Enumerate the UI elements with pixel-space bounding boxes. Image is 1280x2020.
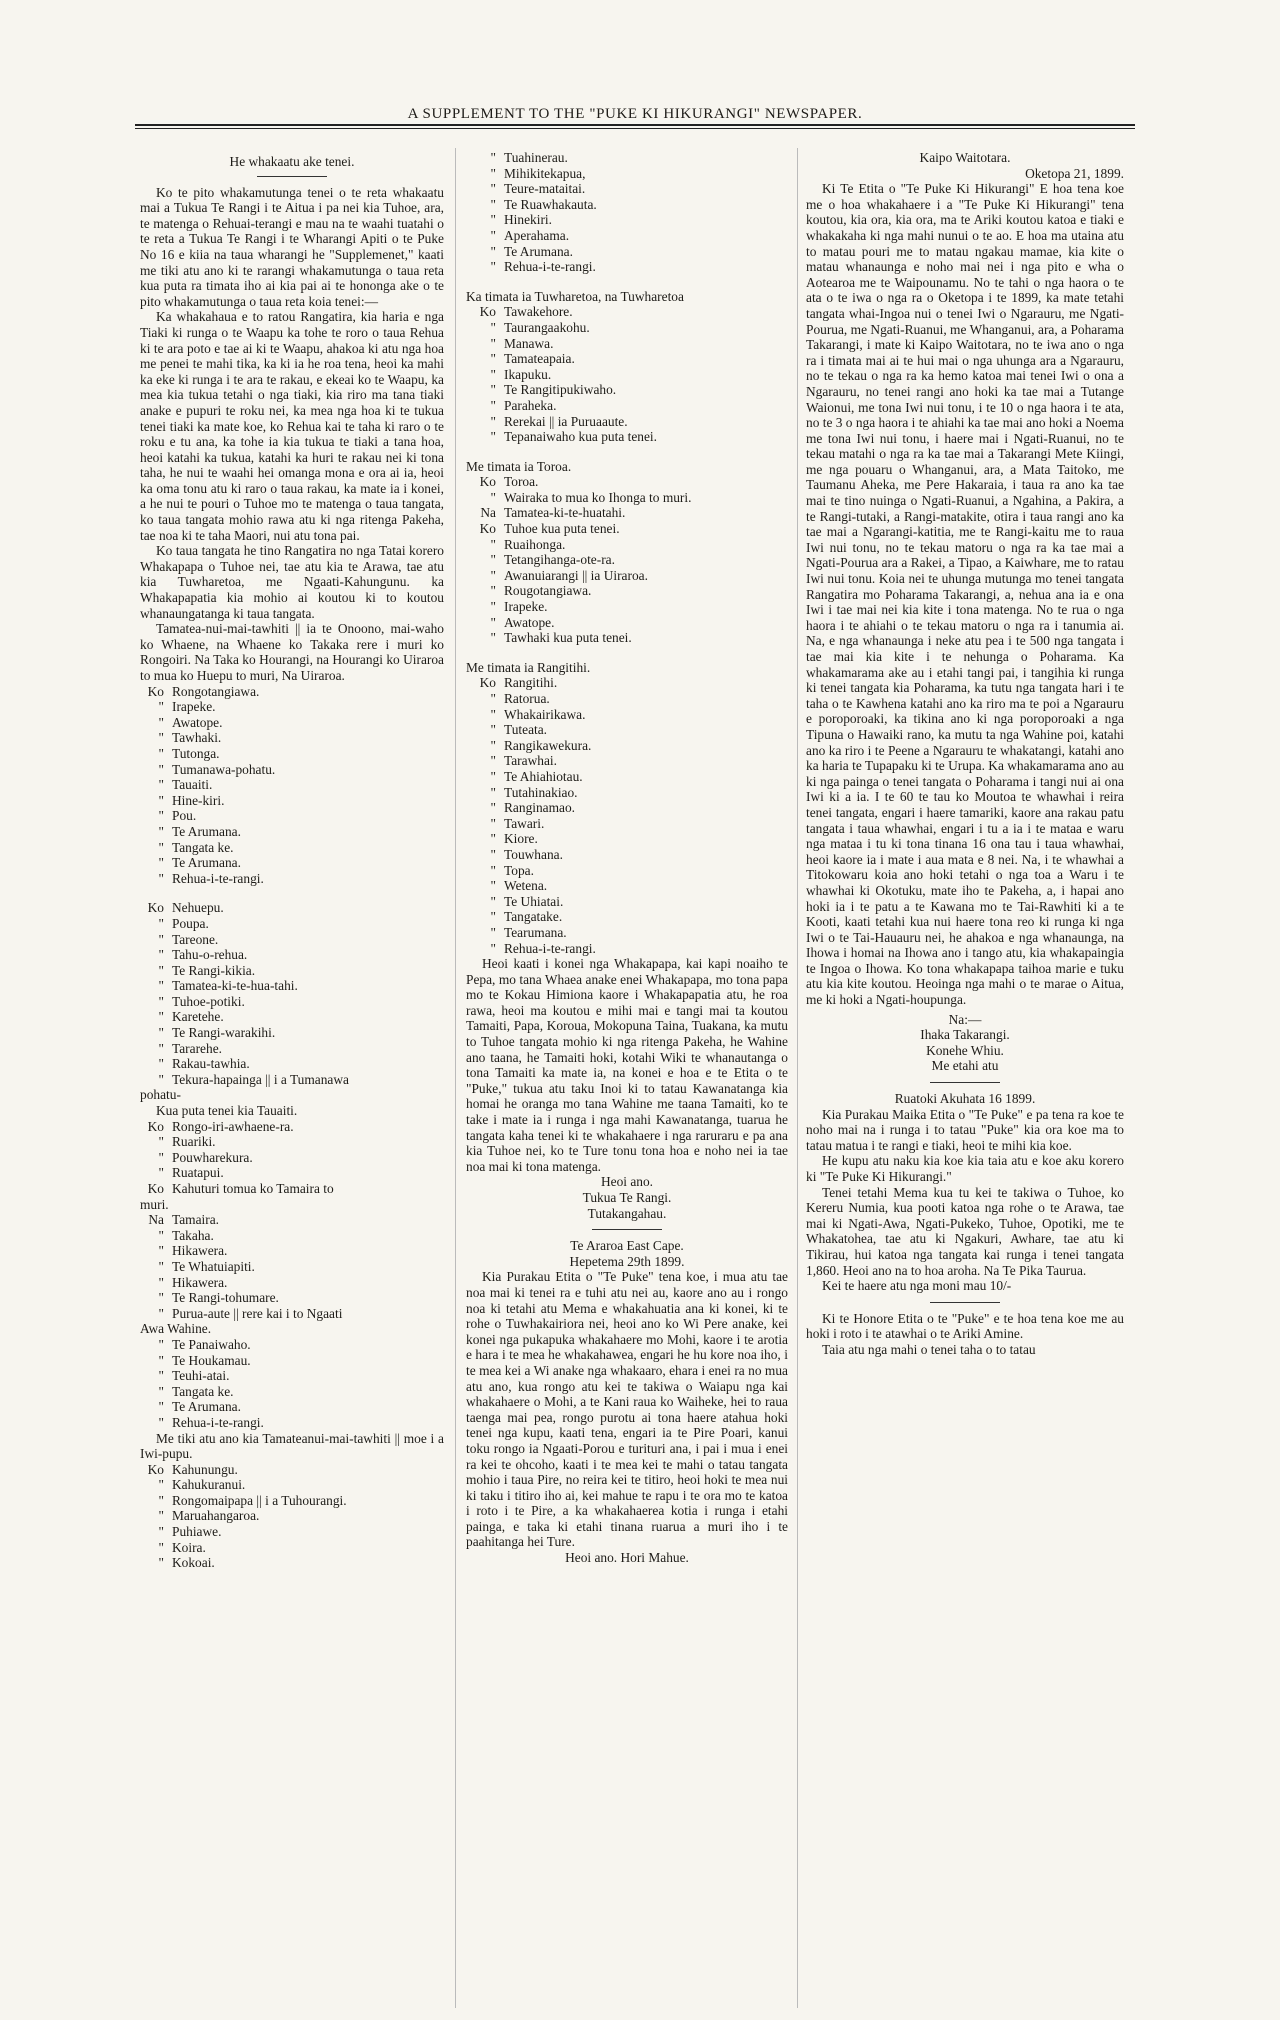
list-item: " Koira. bbox=[158, 1539, 206, 1555]
list-item: " Kokoai. bbox=[158, 1555, 215, 1571]
signature-line: Tukua Te Rangi. bbox=[582, 1190, 672, 1205]
paragraph: Kia Purakau Maika Etita o "Te Puke" e pa tena ra koe te noho mai na i runga i to tatau "Puke" kia ora koe ma to tatau matua i te rangi e tiaki, heoi te mihi kia koe. bbox=[806, 1106, 1124, 1153]
list-item: " Whakairikawa. bbox=[490, 706, 586, 722]
list-item: " Te Rangi-kikia. bbox=[158, 962, 256, 978]
list-item: " Pou. bbox=[158, 808, 197, 824]
list-item: " Tawari. bbox=[490, 815, 545, 831]
column-divider bbox=[797, 148, 798, 2008]
list-item: " Tangata ke. bbox=[158, 839, 234, 855]
list-item: " Rehua-i-te-rangi. bbox=[490, 940, 596, 956]
paragraph: Ko taua tangata he tino Rangatira no nga Tatai korero Whakapapa o Tuhoe nei, tae atu kia te Arawa, tae atu kia Tuwharetoa, me Ngaati-Kahungunu. ka Whakapapatia kia mohio ai koutou ki to koutou whanaungatanga ki taua tangata. bbox=[140, 543, 444, 621]
signature-line: Konehe Whiu. bbox=[926, 1042, 1004, 1058]
list-item: Ko Tuhoe kua puta tenei. bbox=[479, 521, 620, 537]
list-item: " Tepanaiwaho kua puta tenei. bbox=[490, 429, 657, 445]
list-item: " Te Whatuiapiti. bbox=[158, 1258, 255, 1274]
list-item: " Te Panaiwaho. bbox=[158, 1336, 251, 1352]
list-item: " Rerekai || ia Puruaaute. bbox=[490, 413, 628, 429]
list-item: Ko Rongotangiawa. bbox=[147, 683, 260, 699]
column-2 bbox=[466, 150, 788, 1566]
list-item: Ko Rongo-iri-awhaene-ra. bbox=[147, 1118, 294, 1134]
text-line: Kua puta tenei kia Tauaiti. bbox=[156, 1103, 298, 1119]
column-1 bbox=[140, 150, 444, 1571]
list-item: " Hikawera. bbox=[158, 1243, 228, 1259]
list-item: " Irapeke. bbox=[490, 599, 548, 615]
list-item: " Tawhaki. bbox=[158, 730, 222, 746]
dateline-place: Kaipo Waitotara. bbox=[919, 150, 1011, 165]
list-item: " Ruaihonga. bbox=[490, 536, 566, 552]
dateline-date: Hepetema 29th 1899. bbox=[569, 1253, 685, 1269]
list-item: " Pouwharekura. bbox=[158, 1149, 253, 1165]
genealogy-list bbox=[466, 304, 788, 444]
text-line: Awa Wahine. bbox=[140, 1321, 212, 1337]
list-item: " Awanuiarangi || ia Uiraroa. bbox=[490, 567, 648, 583]
list-item: " Hikawera. bbox=[158, 1274, 228, 1290]
list-item: " Tutonga. bbox=[158, 745, 220, 761]
list-item: " Awatope. bbox=[490, 614, 555, 630]
list-item: " Teuhi-atai. bbox=[158, 1368, 230, 1384]
list-item: " Maruahangaroa. bbox=[158, 1508, 260, 1524]
list-item: " Poupa. bbox=[158, 915, 209, 931]
list-item: " Rakau-tawhia. bbox=[158, 1056, 250, 1072]
masthead: A SUPPLEMENT TO THE "PUKE KI HIKURANGI" NEWSPAPER. bbox=[407, 106, 863, 122]
list-item: " Irapeke. bbox=[158, 699, 216, 715]
dateline-place: Te Araroa East Cape. bbox=[570, 1238, 684, 1254]
list-item: " Rehua-i-te-rangi. bbox=[490, 259, 596, 275]
list-item: " Tawhaki kua puta tenei. bbox=[490, 630, 632, 646]
genealogy-list bbox=[140, 1119, 444, 1197]
list-item: " Tutahinakiao. bbox=[490, 784, 578, 800]
list-item: Ko Kahunungu. bbox=[147, 1461, 238, 1477]
list-item: " Ranginamao. bbox=[490, 800, 576, 816]
list-item: Ko Rangitihi. bbox=[479, 675, 558, 691]
list-item: " Te Arumana. bbox=[158, 823, 241, 839]
masthead-rule bbox=[135, 124, 1135, 126]
section-heading: Me timata ia Rangitihi. bbox=[466, 659, 591, 675]
list-item: " Topa. bbox=[490, 862, 534, 878]
list-item: " Tahu-o-rehua. bbox=[158, 947, 248, 963]
signature-line: Me etahi atu bbox=[931, 1058, 999, 1074]
list-item: " Te Rangi-tohumare. bbox=[158, 1290, 279, 1306]
list-item: " Tangata ke. bbox=[158, 1383, 234, 1399]
genealogy-list bbox=[140, 1462, 444, 1571]
list-item: " Touwhana. bbox=[490, 846, 563, 862]
list-item: " Tekura-hapainga || i a Tumanawa bbox=[158, 1071, 349, 1087]
list-item: " Tareone. bbox=[158, 931, 219, 947]
list-item: " Ruariki. bbox=[158, 1134, 216, 1150]
dateline: Ruatoki Akuhata 16 1899. bbox=[894, 1091, 1036, 1107]
list-item: " Te Arumana. bbox=[158, 855, 241, 871]
list-item: " Hine-kiri. bbox=[158, 792, 225, 808]
list-item: " Aperahama. bbox=[490, 227, 570, 243]
list-item: " Te Rangitipukiwaho. bbox=[490, 382, 617, 398]
list-item: " Rehua-i-te-rangi. bbox=[158, 1414, 264, 1430]
list-item: " Tuahinerau. bbox=[490, 150, 568, 165]
list-item: " Tumanawa-pohatu. bbox=[158, 761, 276, 777]
genealogy-list bbox=[140, 1212, 444, 1321]
list-item: Na Tamatea-ki-te-huatahi. bbox=[480, 505, 626, 521]
section-heading: Ka timata ia Tuwharetoa, na Tuwharetoa bbox=[466, 288, 684, 304]
masthead-rule-thin bbox=[135, 128, 1135, 129]
list-item: " Paraheka. bbox=[490, 397, 557, 413]
paragraph: Tamatea-nui-mai-tawhiti || ia te Onoono, mai-waho ko Whaene, na Whaene ko Takaka rere i muri ko Rongoiri. Na Taka ko Hourangi, na Hourangi ko Uiraroa to mua ko Huepu to muri, Na Uiraroa. bbox=[140, 621, 444, 683]
paragraph: Tenei tetahi Mema kua tu kei te takiwa o Tuhoe, ko Kereru Numia, kua pooti katoa nga rohe o te Arawa, tae mai ki Ngati-Awa, Ngati-Pukeko, Tuhoe, Opotiki, me te Whakatohea, tae atu ki Ngakuri, Awhare, tae atu ki Tikirau, hui katoa nga tangata kai runga i tenei tangata 1,860. Heoi ano na to hoa aroha. Na Te Pika Taurua. bbox=[806, 1184, 1124, 1278]
paragraph: Me tiki atu ano kia Tamateanui-mai-tawhiti || moe i a Iwi-pupu. bbox=[140, 1430, 444, 1462]
article-title: He whakaatu ake tenei. bbox=[229, 154, 355, 169]
dateline-date: Oketopa 21, 1899. bbox=[1025, 165, 1124, 181]
list-item: Na Tamaira. bbox=[148, 1212, 220, 1228]
text-line: pohatu- bbox=[140, 1087, 181, 1103]
genealogy-list bbox=[466, 675, 788, 956]
list-item: " Purua-aute || rere kai i to Ngaati bbox=[158, 1305, 343, 1321]
list-item: " Ratorua. bbox=[490, 691, 550, 706]
list-item: " Kahukuranui. bbox=[158, 1477, 246, 1493]
list-item: " Te Uhiatai. bbox=[490, 893, 564, 909]
text-line: muri. bbox=[140, 1196, 169, 1212]
list-item: " Teure-mataitai. bbox=[490, 181, 586, 197]
list-item: " Rangikawekura. bbox=[490, 737, 592, 753]
list-item: " Puhiawe. bbox=[158, 1524, 222, 1540]
signature-line: Heoi ano. bbox=[600, 1174, 654, 1190]
signature-line: Ihaka Takarangi. bbox=[920, 1027, 1010, 1043]
paragraph: Heoi kaati i konei nga Whakapapa, kai kapi noaiho te Pepa, mo tana Whaea anake enei Whakapapa, mo tona papa mo te Kokau Himiona kaore i Whakapapatia atu, he roa rawa, heoi ma koutou e mihi mai e tangi mai ta koutou Tamaiti, Papa, Koroua, Mokopuna Taina, Tuakana, ka mutu to Tuhoe tangata mohio ki nga ritenga Pakeha, he Wahine ano taana, he Tamaiti hoki, kotahi Wiki te whanautanga o tona Tamaiti ka mate ia, na konei e hoa e te Etita o te "Puke," tukua atu taku Inoi ki to tatau Kawanatanga kia homai he oranga mo tana Wahine me taana Tamaiti, ko te take i mate ia i runga i nga mahi Kawanatanga, tuarua he tangata kaha tenei ki te whakahaere i nga raruraru e pa ana kia Tuhoe nei, ko te Ture tonu tona hoa e noho nei ia tae noa mai ki tona matenga. bbox=[466, 956, 788, 1174]
paragraph: Kei te haere atu nga moni mau 10/- bbox=[822, 1278, 1012, 1294]
list-item: " Rehua-i-te-rangi. bbox=[158, 870, 264, 886]
genealogy-list bbox=[466, 150, 788, 275]
list-item: " Awatope. bbox=[158, 714, 223, 730]
section-heading: Me timata ia Toroa. bbox=[466, 458, 572, 474]
list-item: " Rougotangiawa. bbox=[490, 583, 592, 599]
list-item: " Te Ruawhakauta. bbox=[490, 196, 597, 212]
list-item: " Rongomaipapa || i a Tuhourangi. bbox=[158, 1492, 347, 1508]
list-item: " Te Rangi-warakihi. bbox=[158, 1025, 276, 1041]
list-item: " Takaha. bbox=[158, 1227, 214, 1243]
genealogy-list bbox=[140, 1337, 444, 1431]
list-item: " Wetena. bbox=[490, 878, 548, 894]
list-item: " Te Ahiahiotau. bbox=[490, 768, 583, 784]
genealogy-list bbox=[140, 900, 444, 1087]
list-item: " Tararehe. bbox=[158, 1040, 222, 1056]
list-item: " Mihikitekapua, bbox=[490, 165, 586, 181]
title-rule bbox=[257, 176, 327, 177]
list-item: " Wairaka to mua ko Ihonga to muri. bbox=[490, 489, 692, 505]
article-rule bbox=[930, 1302, 1000, 1303]
list-item: Ko Nehuepu. bbox=[147, 900, 224, 916]
list-item: Ko Toroa. bbox=[479, 474, 539, 490]
signature-line: Tutakangahau. bbox=[587, 1205, 667, 1221]
list-item: " Tangatake. bbox=[490, 909, 563, 925]
list-item: " Te Arumana. bbox=[158, 1399, 241, 1415]
paragraph: Kia Purakau Etita o "Te Puke" tena koe, i mua atu tae noa mai ki tenei ra e tuhi atu nei au, kaore ano au i rongo noa ki tetahi atu Mema e whakahuatia ana ki konei, ki te rohe o Tuwhakairiora nei, heoi ano ko Wi Pere anake, kei konei nga pukapuka whakahaere mo Mohi, kaore i te arotia e hara i te mea he whakahawea, engari he hu kore noa iho, i te mea kei a Wi anake nga whakaaro, ehara i enei ra no mua atu ano, kua rongo atu kei te takiwa o Waiapu nga kai whakahaere o Mohi, a te Kani raua ko Waiheke, hei to raua taenga mai pea, rongo purotu ai tona haere atahua hoki tenei nga kupu, kaati tena, engari ia te Pire Poari, kanui toku rongo ia Ngaati-Porou e turituri ana, i pai i mua i enei ra kei te ohcoho, kaati i te mea kei te mahi o tatau tangata mohio i taua Pire, no reira kei te titiro, heoi hoki te mea nui ki taku i titiro iho ai, kei mahue te rapu i te ora mo te katoa i roto i te Pire, a ka whakahaerea kotia i runga i etahi painga, e taka ki etahi tinana ruarua a muri iho i te paahitanga hei Ture. bbox=[466, 1269, 788, 1550]
signature-label: Na:— bbox=[948, 1011, 982, 1027]
signature-line: Heoi ano. Hori Mahue. bbox=[565, 1550, 689, 1566]
list-item: " Karetehe. bbox=[158, 1009, 224, 1025]
list-item: " Tauaiti. bbox=[158, 777, 213, 793]
paragraph: Ko te pito whakamutunga tenei o te reta whakaatu mai a Tukua Te Rangi i te Aitua i pa nei kia Tuhoe, ara, te matenga o Rehuai-terangi e mau na te waahi tuatahi o te reta a Tukua Te Rangi i te Wharangi Apiti o te Puke No 16 e kiia na taua wharangi he "Supplemenet," kaati me tiki atu ano ki te rarangi whakamutunga o taua reta kua puta ra timata iho ai kia pai ai te hononga ake o te pito whakamutunga o taua reta koia tenei:— bbox=[140, 184, 444, 309]
list-item: Ko Kahuturi tomua ko Tamaira to bbox=[147, 1181, 334, 1196]
list-item: " Tuhoe-potiki. bbox=[158, 993, 245, 1009]
list-item: " Tamateapaia. bbox=[490, 351, 575, 367]
list-item: " Te Arumana. bbox=[490, 243, 573, 259]
paragraph: Ki Te Etita o "Te Puke Ki Hikurangi" E hoa tena koe me o hoa whakahaere i a "Te Puke Ki Hikurangi" tena koutou, kia ora, kia ora, ma te Ariki koutou katoa e tiaki e whakakaha ki nga mahi nunui o te ao. E hoa ma utaina atu to matau pouri me to matau ngakau mamae, kia kite o matau whanaunga e noho mai nei i nga pito e wha o Aotearoa me te Waipounamu. No te tahi o nga haora o te ata o te iwa o nga ra o Oketopa i te 1899, ka mate tetahi tangata whai-Ingoa nui o tenei Iwi o Ngarauru, me Ngati-Pourua, me Ngati-Ruanui, me Whanganui, ara, a Poharama Takarangi, i mate ki Kaipo Waitotara, no te iwa ano o nga ra i timata mai ai te hui mai o nga uhunga ara a Ngarauru, no te tekau o nga ra ka hemo katoa mai tenei Iwi o ona a Ngarauru, no tenei rangi ano hoki ka tae mai a Tutange Waionui, me tona Iwi nui tonu, i te 10 o nga haora i te ata, no te 3 o nga haora i te ahiahi ka tae mai ano hoki a Noema me tona Iwi nui tonu, i haere mai i Ngati-Ruanui, no te tekau matahi o nga ra ka tae mai a Takarangi Mete Kiingi, me nga pouaru o Whanganui, ara, a Mata Taitoko, me Taumanu Aheka, me Pere Hakaraia, i taua ra ano ka tae mai te tino nuinga o Ngati-Ruanui, a Ngahina, a Pakira, a te Rangi-tutaki, a Rangi-matakite, otira i taua rangi ano ka tae mai a Ngarangi-katitia, me te Rangi-kaitu me to raua Iwi nui tonu, no te tekau matoru o nga ra ka tae mai a Ngati-Pourua ara a Rakei, a Tipao, a Kaiwhare, me to ratau Iwi nui tonu. Koia nei te uhunga mutunga mo tenei tangata Rangatira mo Poharama Takarangi, a, nehua ana ia e ona Iwi i tae mai nei kia kite i tona matenga. No te rua o nga haora i te ahiahi o te tekau matoru o nga ra i tanumia ai. Na, e nga whanaunga i neke atu pea i te 500 nga tangata i tae mai kia kite i te nehunga o Poharama. Ka whakamarama ake au i etahi tangi pai, i tangihia ki runga ki tenei tangata kia Poharama, ka tutu nga tangata hari i te taha o te Kawhena katahi ano ka riro ma te poi a Ngarauru e poroporoaki, ka tikina ano ki nga poroporoaki a nga Tipuna o Hawaiki rano, ka mutu ta nga Wahine poi, katahi ano ka riro i te Peene a Ngarauru te whakatangi, katahi ano ka haria te Tupapaku ki te Urupa. Ka whakamarama ano au ki nga painga o tenei tangata o Poharama i tangi nui ai ona Iwi ki a ia. I te 60 te tau ko Moutoa te whawhai i reira tenei tangata, engari i haere tamariki, kaore ana rakau patu tangata i taua whawhai, engari i tu a ia i te mataa e waru nga mataa i tu ki tona tinana 16 ona tau i taua whawhai, heoi kaore ia i mate i aua mata e 8 nei. Na, i te whawhai a Titokowaru koia ano hoki tetahi o nga toa a Waru i te whawhai ki Okotuku, mate iho te Pakeha, a, i hapai ano hoki ia i te patu a te Kawana mo te Tai-Rawhiti ki a te Kooti, kaati tetahi kua nui haere tona reo ki runga ki nga Iwi o te Tai-Hauauru nei, he ahakoa e nga whanaunga, na Ihowa i homai na Ihowa ano i tango atu, kia whakapaingia te Ingoa o Ihowa. Ko tona whakapapa taihoa marie e tuku atu kia kite koutou. Heoinga nga mahi o te marae o Aitua, me ki hoki a Ngati-houpunga. bbox=[806, 181, 1124, 1008]
paragraph: Ki te Honore Etita o te "Puke" e te hoa tena koe me au hoki i roto i te atawhai o te Ariki Amine. bbox=[806, 1310, 1124, 1342]
column-3 bbox=[806, 150, 1124, 1358]
column-divider bbox=[455, 148, 456, 2008]
list-item: " Kiore. bbox=[490, 831, 538, 847]
list-item: " Tarawhai. bbox=[490, 753, 557, 769]
genealogy-list bbox=[466, 474, 788, 646]
list-item: " Ruatapui. bbox=[158, 1165, 224, 1181]
list-item: " Taurangaakohu. bbox=[490, 319, 590, 335]
genealogy-list bbox=[140, 684, 444, 887]
paragraph: He kupu atu naku kia koe kia taia atu e koe aku korero ki "Te Puke Ki Hikurangi." bbox=[806, 1153, 1124, 1184]
list-item: Ko Tawakehore. bbox=[479, 304, 573, 320]
list-item: " Manawa. bbox=[490, 335, 554, 351]
list-item: " Tearumana. bbox=[490, 924, 567, 940]
list-item: " Te Houkamau. bbox=[158, 1352, 251, 1368]
paragraph: Taia atu nga mahi o tenei taha o to tatau bbox=[822, 1341, 1036, 1357]
article-rule bbox=[592, 1229, 662, 1230]
paragraph: Ka whakahaua e to ratou Rangatira, kia haria e nga Tiaki ki runga o te Waapu ka tohe te roro o taua Rehua ki te ara poto e tae ai ki te Waapu, ahakoa ki atu nga hoa me penei te mahi tika, ka ki ia he roa tena, heoi ka mahi ka eke ki runga i te ara te rakau, e ekeai ko te Waapu, ka mea kia tukua tetahi o nga tiaki, kia riro ma tana tiaki anake e pupuri te roku nei, ka mea nga hoa ki te tukua tenei tiaki ka mate koe, ko Rehua kai te taha ki raro o te roku e tu ana, ka tohe ia kia tukua te tiaki a tana hoa, heoi katahi ka tukua, katahi ka huri te rakau nei ki tona taha, he nui te waahi hei omanga mona e ora ai ia, heoi ka oma tonu atu ki raro o taua rakau, ka mate ia i konei, a he nui te pouri o Tuhoe mo te matenga o taua tangata, ko taua tangata mohio rawa atu ki nga ritenga Pakeha, tae noa ki te taha Maori, nui atu tona pai. bbox=[140, 309, 444, 543]
list-item: " Tetangihanga-ote-ra. bbox=[490, 552, 615, 568]
article-rule bbox=[930, 1082, 1000, 1083]
list-item: " Hinekiri. bbox=[490, 212, 552, 228]
list-item: " Tamatea-ki-te-hua-tahi. bbox=[158, 978, 298, 994]
list-item: " Ikapuku. bbox=[490, 366, 552, 382]
list-item: " Tuteata. bbox=[490, 722, 548, 738]
